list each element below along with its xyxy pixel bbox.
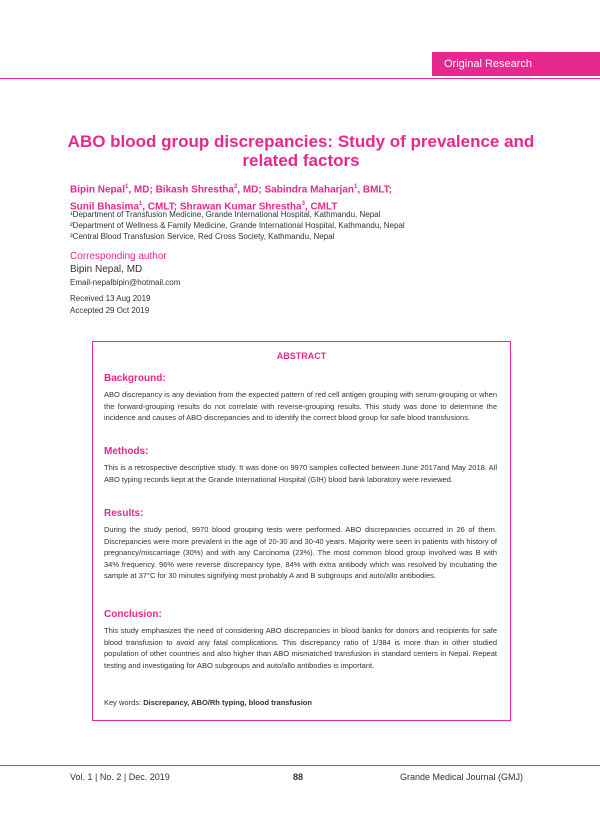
author-affiliation-mark: 2 — [233, 184, 238, 190]
keywords-value: Discrepancy, ABO/Rh typing, blood transfusion — [143, 698, 312, 707]
footer-rule — [0, 765, 600, 766]
affiliation-1: ¹Department of Transfusion Medicine, Grande International Hospital, Kathmandu, Nepal — [70, 210, 381, 219]
author-suffix: , CMLT — [304, 201, 338, 213]
header-rule — [0, 78, 600, 79]
results-text: During the study period, 9970 blood grouping tests were performed. ABO discrepancies occurred in 26 of them. Discrepancies were more prevalent in the age of 20-30 and 30-40 years. Majority were seen in patients with history of pregnancy/miscarriage (30%) and with any Carcinoma (23%). The most common blood group involved was B with 34% frequency. 96% were reverse discrepancy type, 84% with extra antibody which was resolved by incubating the sample at 37°C for 30 minutes signifying most probably A and B subgroups and auto/allo antibodies. — [104, 525, 497, 580]
methods-text: This is a retrospective descriptive study. It was done on 9970 samples collected between June 2017and May 2018. All ABO typing records kept at the Grande International Hospital (GIH) blood bank laboratory were reviewed. — [104, 463, 497, 484]
author-suffix: , BMLT; — [357, 184, 393, 196]
article-title: ABO blood group discrepancies: Study of prevalence and related factors — [67, 132, 535, 170]
author-suffix: , CMLT; — [142, 201, 180, 213]
author-name: Shrawan Kumar Shrestha — [179, 201, 302, 213]
author-suffix: , MD; — [237, 184, 265, 196]
author-suffix: , MD; — [128, 184, 156, 196]
methods-heading: Methods: — [104, 446, 149, 457]
conclusion-text: This study emphasizes the need of considering ABO discrepancies in blood banks for donors and recipients for safe blood transfusion to avoid any fatal complications. This discrepancy ratio of 1/384 is more than in other studied population of other countries and also higher than ABO mismatched transfusion in standard centers in Nepal. Repeat testing and investigating for ABO subgroups and auto/allo antibodies is important. — [104, 626, 497, 670]
article-type-badge: Original Research — [432, 52, 600, 76]
author-affiliation-mark: 1 — [138, 201, 143, 208]
background-heading: Background: — [104, 373, 166, 384]
author-name: Bipin Nepal — [70, 184, 126, 196]
author-affiliation-mark: 1 — [125, 184, 129, 190]
author-affiliation-mark: 1 — [353, 184, 358, 190]
affiliation-3: ³Central Blood Transfusion Service, Red Cross Society, Kathmandu, Nepal — [70, 232, 335, 241]
author-name: Sabindra Maharjan — [264, 184, 354, 196]
corresponding-author-name: Bipin Nepal, MD — [70, 264, 143, 275]
conclusion-heading: Conclusion: — [104, 609, 162, 620]
abstract-title: ABSTRACT — [276, 351, 327, 361]
author-name: Sunil Bhasima — [70, 201, 139, 213]
keywords — [104, 698, 312, 707]
received-date: Received 13 Aug 2019 — [70, 294, 151, 303]
author-affiliation-mark: 3 — [301, 201, 305, 208]
footer-journal: Grande Medical Journal (GMJ) — [400, 772, 524, 782]
background-text: ABO discrepancy is any deviation from the expected pattern of red cell antigen grouping with serum-grouping or when the forward-grouping results do not correlate with reverse-grouping results. This study was done to determine the incidence and causes of ABO discrepancies and to identify the correct blood group for safe blood transfusions. — [104, 390, 497, 422]
page-number: 88 — [293, 772, 304, 782]
author-name: Bikash Shrestha — [155, 184, 234, 196]
results-heading: Results: — [104, 508, 144, 519]
author-line-1 — [70, 180, 530, 197]
keywords-label: Key words: — [104, 698, 144, 707]
footer-volume: Vol. 1 | No. 2 | Dec. 2019 — [70, 772, 170, 782]
corresponding-author-email[interactable]: Email-nepalbipin@hotmail.com — [70, 278, 181, 287]
affiliation-2: ²Department of Wellness & Family Medicine, Grande International Hospital, Kathmandu, Nepal — [70, 221, 405, 230]
corresponding-author-heading: Corresponding author — [70, 251, 167, 262]
accepted-date: Accepted 29 Oct 2019 — [70, 306, 150, 315]
